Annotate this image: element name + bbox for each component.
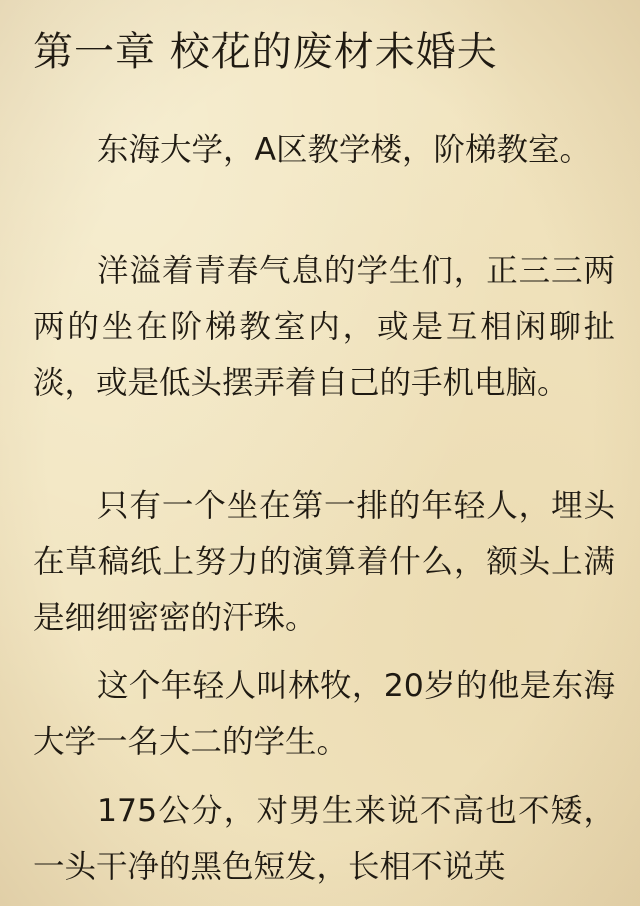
chapter-title: 第一章 校花的废材未婚夫 (33, 29, 498, 75)
paragraph: 175公分，对男生来说不高也不矮，一头干净的黑色短发，长相不说英 (33, 793, 615, 885)
paragraph: 只有一个坐在第一排的年轻人，埋头在草稿纸上努力的演算着什么，额头上满是细细密密的汗珠。 (33, 488, 615, 636)
paragraph: 洋溢着青春气息的学生们，正三三两两的坐在阶梯教室内，或是互相闲聊扯淡，或是低头摆弄着自己的手机电脑。 (33, 253, 615, 401)
paragraph: 东海大学，A区教学楼，阶梯教室。 (97, 132, 592, 168)
paragraph: 这个年轻人叫林牧，20岁的他是东海大学一名大二的学生。 (33, 668, 615, 760)
